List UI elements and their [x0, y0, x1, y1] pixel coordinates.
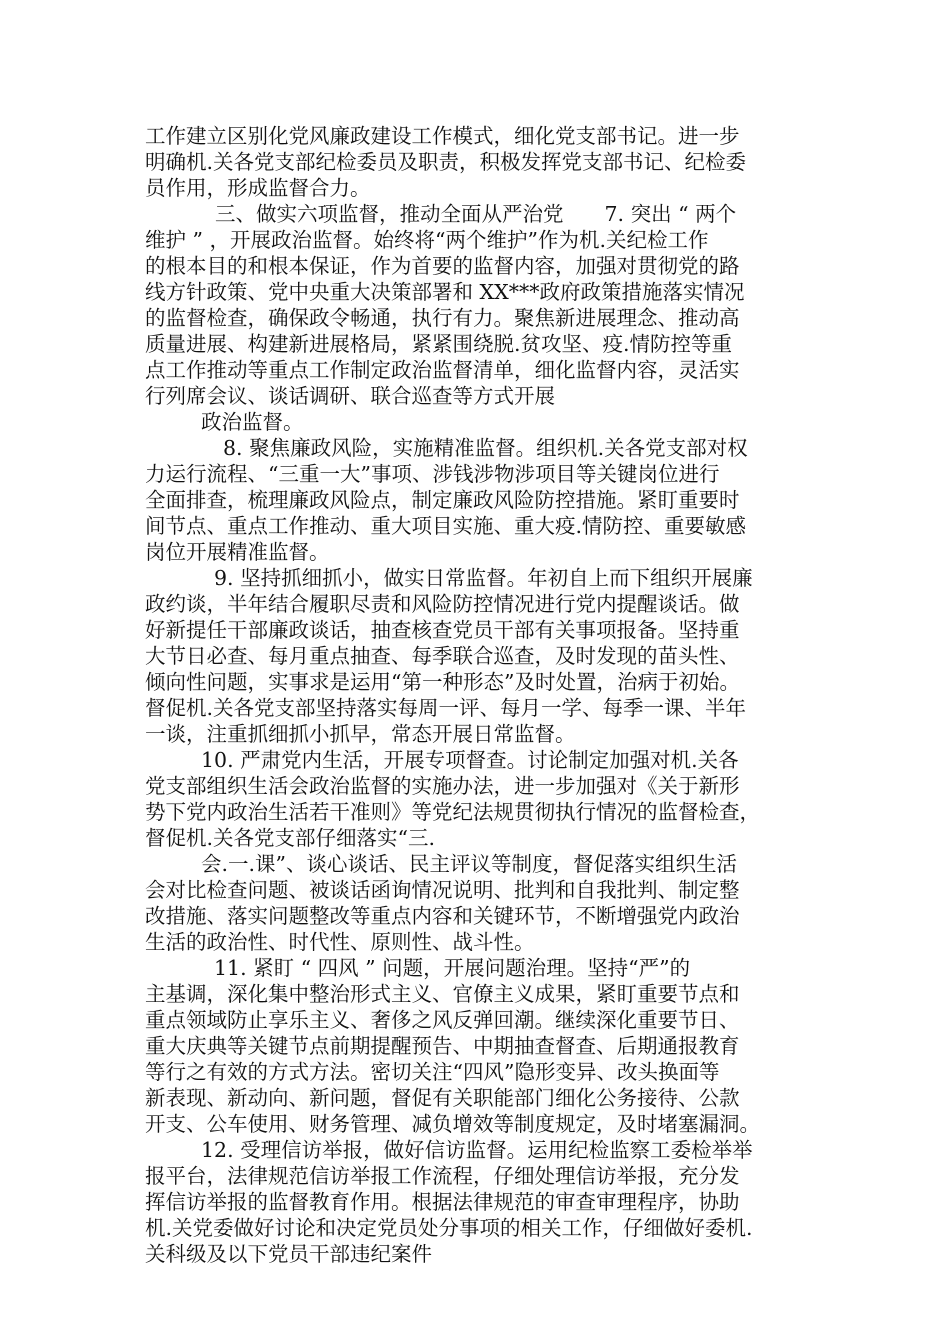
text-line: 政约谈，半年结合履职尽责和风险防控情况进行党内提醒谈话。做	[145, 592, 740, 616]
text-line: 党支部组织生活会政治监督的实施办法，进一步加强对《关于新形	[145, 774, 740, 798]
text-line: 点工作推动等重点工作制定政治监督清单，细化监督内容，灵活实	[145, 358, 740, 382]
paragraph-start-line: 9. 坚持抓细抓小，做实日常监督。年初自上而下组织开展廉	[214, 566, 753, 590]
paragraph-start-line: 12. 受理信访举报，做好信访监督。运用纪检监察工委检举举	[201, 1138, 753, 1162]
paragraph-start-line: 10. 严肃党内生活，开展专项督查。讨论制定加强对机.关各	[201, 748, 739, 772]
text-line: 质量进展、构建新进展格局，紧紧围绕脱.贫攻坚、疫.情防控等重	[145, 332, 733, 356]
text-line: 全面排查，梳理廉政风险点，制定廉政风险防控措施。紧盯重要时	[145, 488, 740, 512]
text-line: 的监督检查，确保政令畅通，执行有力。聚焦新进展理念、推动高	[145, 306, 740, 330]
text-line: 等行之有效的方式方法。密切关注“四风”隐形变异、改头换面等	[145, 1060, 720, 1084]
text-line: 岗位开展精准监督。	[145, 540, 330, 564]
text-line: 生活的政治性、时代性、原则性、战斗性。	[145, 930, 535, 954]
paragraph-start-line: 11. 紧盯 “ 四风 ” 问题，开展问题治理。坚持“严”的	[214, 956, 691, 980]
text-line: 挥信访举报的监督教育作用。根据法律规范的审查审理程序，协助	[145, 1190, 740, 1214]
text-line: 行列席会议、谈话调研、联合巡查等方式开展	[145, 384, 555, 408]
text-line: 督促机.关各党支部仔细落实“三.	[145, 826, 436, 850]
text-line: 维护 ” ，开展政治监督。始终将“两个维护”作为机.关纪检工作	[145, 228, 709, 252]
text-line: 重点领域防止享乐主义、奢侈之风反弹回潮。继续深化重要节日、	[145, 1008, 740, 1032]
text-line: 新表现、新动向、新问题，督促有关职能部门细化公务接待、公款	[145, 1086, 740, 1110]
text-line: 工作建立区别化党风廉政建设工作模式，细化党支部书记。进一步	[145, 124, 740, 148]
text-line: 员作用，形成监督合力。	[145, 176, 371, 200]
text-line: 线方针政策、党中央重大决策部署和 XX***政府政策措施落实情况	[145, 280, 745, 304]
text-line: 机.关党委做好讨论和决定党员处分事项的相关工作，仔细做好委机.	[145, 1216, 753, 1240]
text-line: 的根本目的和根本保证，作为首要的监督内容，加强对贯彻党的路	[145, 254, 740, 278]
text-line: 好新提任干部廉政谈话，抽查核查党员干部有关事项报备。坚持重	[145, 618, 740, 642]
text-line: 倾向性问题，实事求是运用“第一种形态”及时处置，治病于初始。	[145, 670, 740, 694]
text-line: 会.一.课”、谈心谈话、民主评议等制度，督促落实组织生活	[201, 852, 738, 876]
text-line: 开支、公车使用、财务管理、减负增效等制度规定，及时堵塞漏洞。	[145, 1112, 760, 1136]
text-line: 势下党内政治生活若干准则》等党纪法规贯彻执行情况的监督检查，	[145, 800, 760, 824]
paragraph-start-line: 8. 聚焦廉政风险，实施精准监督。组织机.关各党支部对权	[223, 436, 748, 460]
text-line: 报平台，法律规范信访举报工作流程，仔细处理信访举报，充分发	[145, 1164, 740, 1188]
text-line: 会对比检查问题、被谈话函询情况说明、批判和自我批判、制定整	[145, 878, 740, 902]
text-line: 主基调，深化集中整治形式主义、官僚主义成果，紧盯重要节点和	[145, 982, 740, 1006]
text-line: 关科级及以下党员干部违纪案件	[145, 1242, 432, 1266]
text-line: 督促机.关各党支部坚持落实每周一评、每月一学、每季一课、半年	[145, 696, 747, 720]
section-heading-line: 三、做实六项监督，推动全面从严治党 7. 突出 “ 两个	[215, 202, 737, 226]
text-line: 改措施、落实问题整改等重点内容和关键环节，不断增强党内政治	[145, 904, 740, 928]
text-line: 重大庆典等关键节点前期提醒预告、中期抽查督查、后期通报教育	[145, 1034, 740, 1058]
text-line: 大节日必查、每月重点抽查、每季联合巡查，及时发现的苗头性、	[145, 644, 740, 668]
text-line: 政治监督。	[201, 410, 304, 434]
text-line: 一谈，注重抓细抓小抓早，常态开展日常监督。	[145, 722, 576, 746]
text-line: 力运行流程、“三重一大”事项、涉钱涉物涉项目等关键岗位进行	[145, 462, 720, 486]
text-line: 间节点、重点工作推动、重大项目实施、重大疫.情防控、重要敏感	[145, 514, 747, 538]
text-line: 明确机.关各党支部纪检委员及职责，积极发挥党支部书记、纪检委	[145, 150, 747, 174]
